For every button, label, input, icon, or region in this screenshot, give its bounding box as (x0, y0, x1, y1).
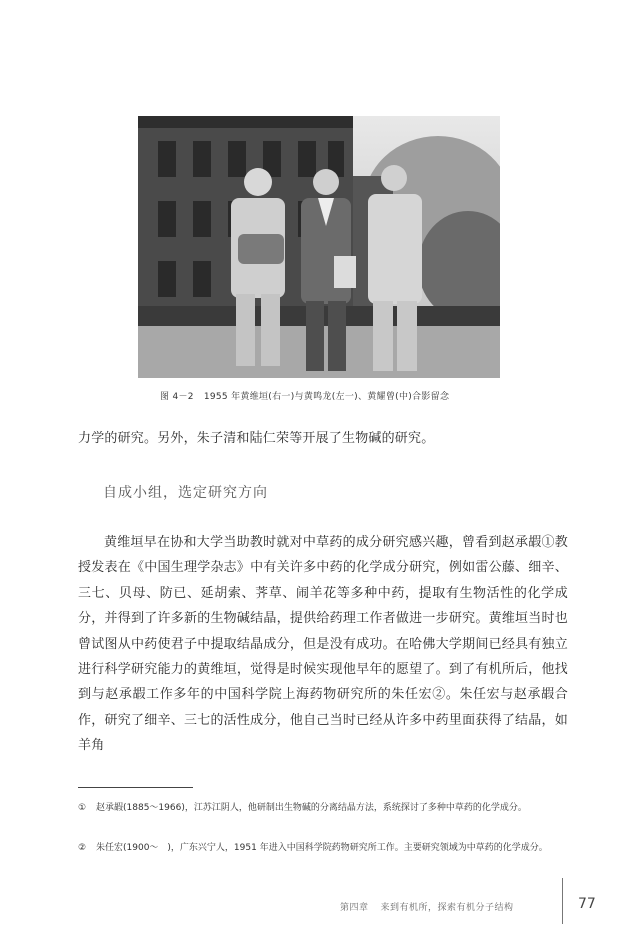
footnote-1 (78, 800, 568, 816)
footnote-mark: ② (78, 843, 87, 853)
page-number: 77 (578, 896, 596, 912)
figure-label: 图 4－2 (160, 392, 194, 402)
section-heading: 自成小组，选定研究方向 (103, 485, 268, 501)
body-paragraph: 黄维垣早在协和大学当助教时就对中草药的成分研究感兴趣，曾看到赵承嘏①教授发表在《中国生理学杂志》中有关许多中药的化学成分研究，例如雷公藤、细辛、三七、贝母、防已、延胡索、荠草、闹羊花等多种中药，提取有生物活性的化学成分，并得到了许多新的生物碱结晶，提供给药理工作者做进一步研究。黄维垣当时也曾试图从中药使君子中提取结晶成分，但是没有成功。在哈佛大学期间已经具有独立进行科学研究能力的黄维垣，觉得是时候实现他早年的愿望了。到了有机所后，他找到与赵承嘏工作多年的中国科学院上海药物研究所的朱任宏②。朱任宏与赵承嘏合作，研究了细辛、三七的活性成分，他自己当时已经从许多中药里面获得了结晶，如羊角 (78, 535, 568, 754)
footnote-text: 赵承嘏(1885～1966)，江苏江阴人，他研制出生物碱的分离结晶方法，系统探讨了多种中草药的化学成分。 (96, 803, 527, 813)
photo-three-men-image (138, 116, 500, 378)
running-footer (340, 900, 514, 913)
paragraph-continuation: 力学的研究。另外，朱子清和陆仁荣等开展了生物碱的研究。 (78, 431, 435, 446)
figure-caption-text: 1955 年黄维垣(右一)与黄鸣龙(左一)、黄耀曾(中)合影留念 (203, 392, 450, 402)
chapter-label: 第四章 (340, 903, 369, 913)
footnote-text: 朱任宏(1900～ )，广东兴宁人，1951 年进入中国科学院药物研究所工作。主要研究领域为中草药的化学成分。 (96, 843, 548, 853)
footnote-mark: ① (78, 803, 87, 813)
historical-photo (138, 116, 500, 378)
footnote-divider (78, 787, 193, 788)
figure-caption (160, 389, 520, 402)
chapter-title: 来到有机所，探索有机分子结构 (380, 903, 514, 913)
footnote-2 (78, 840, 568, 856)
footer-divider (562, 878, 563, 924)
